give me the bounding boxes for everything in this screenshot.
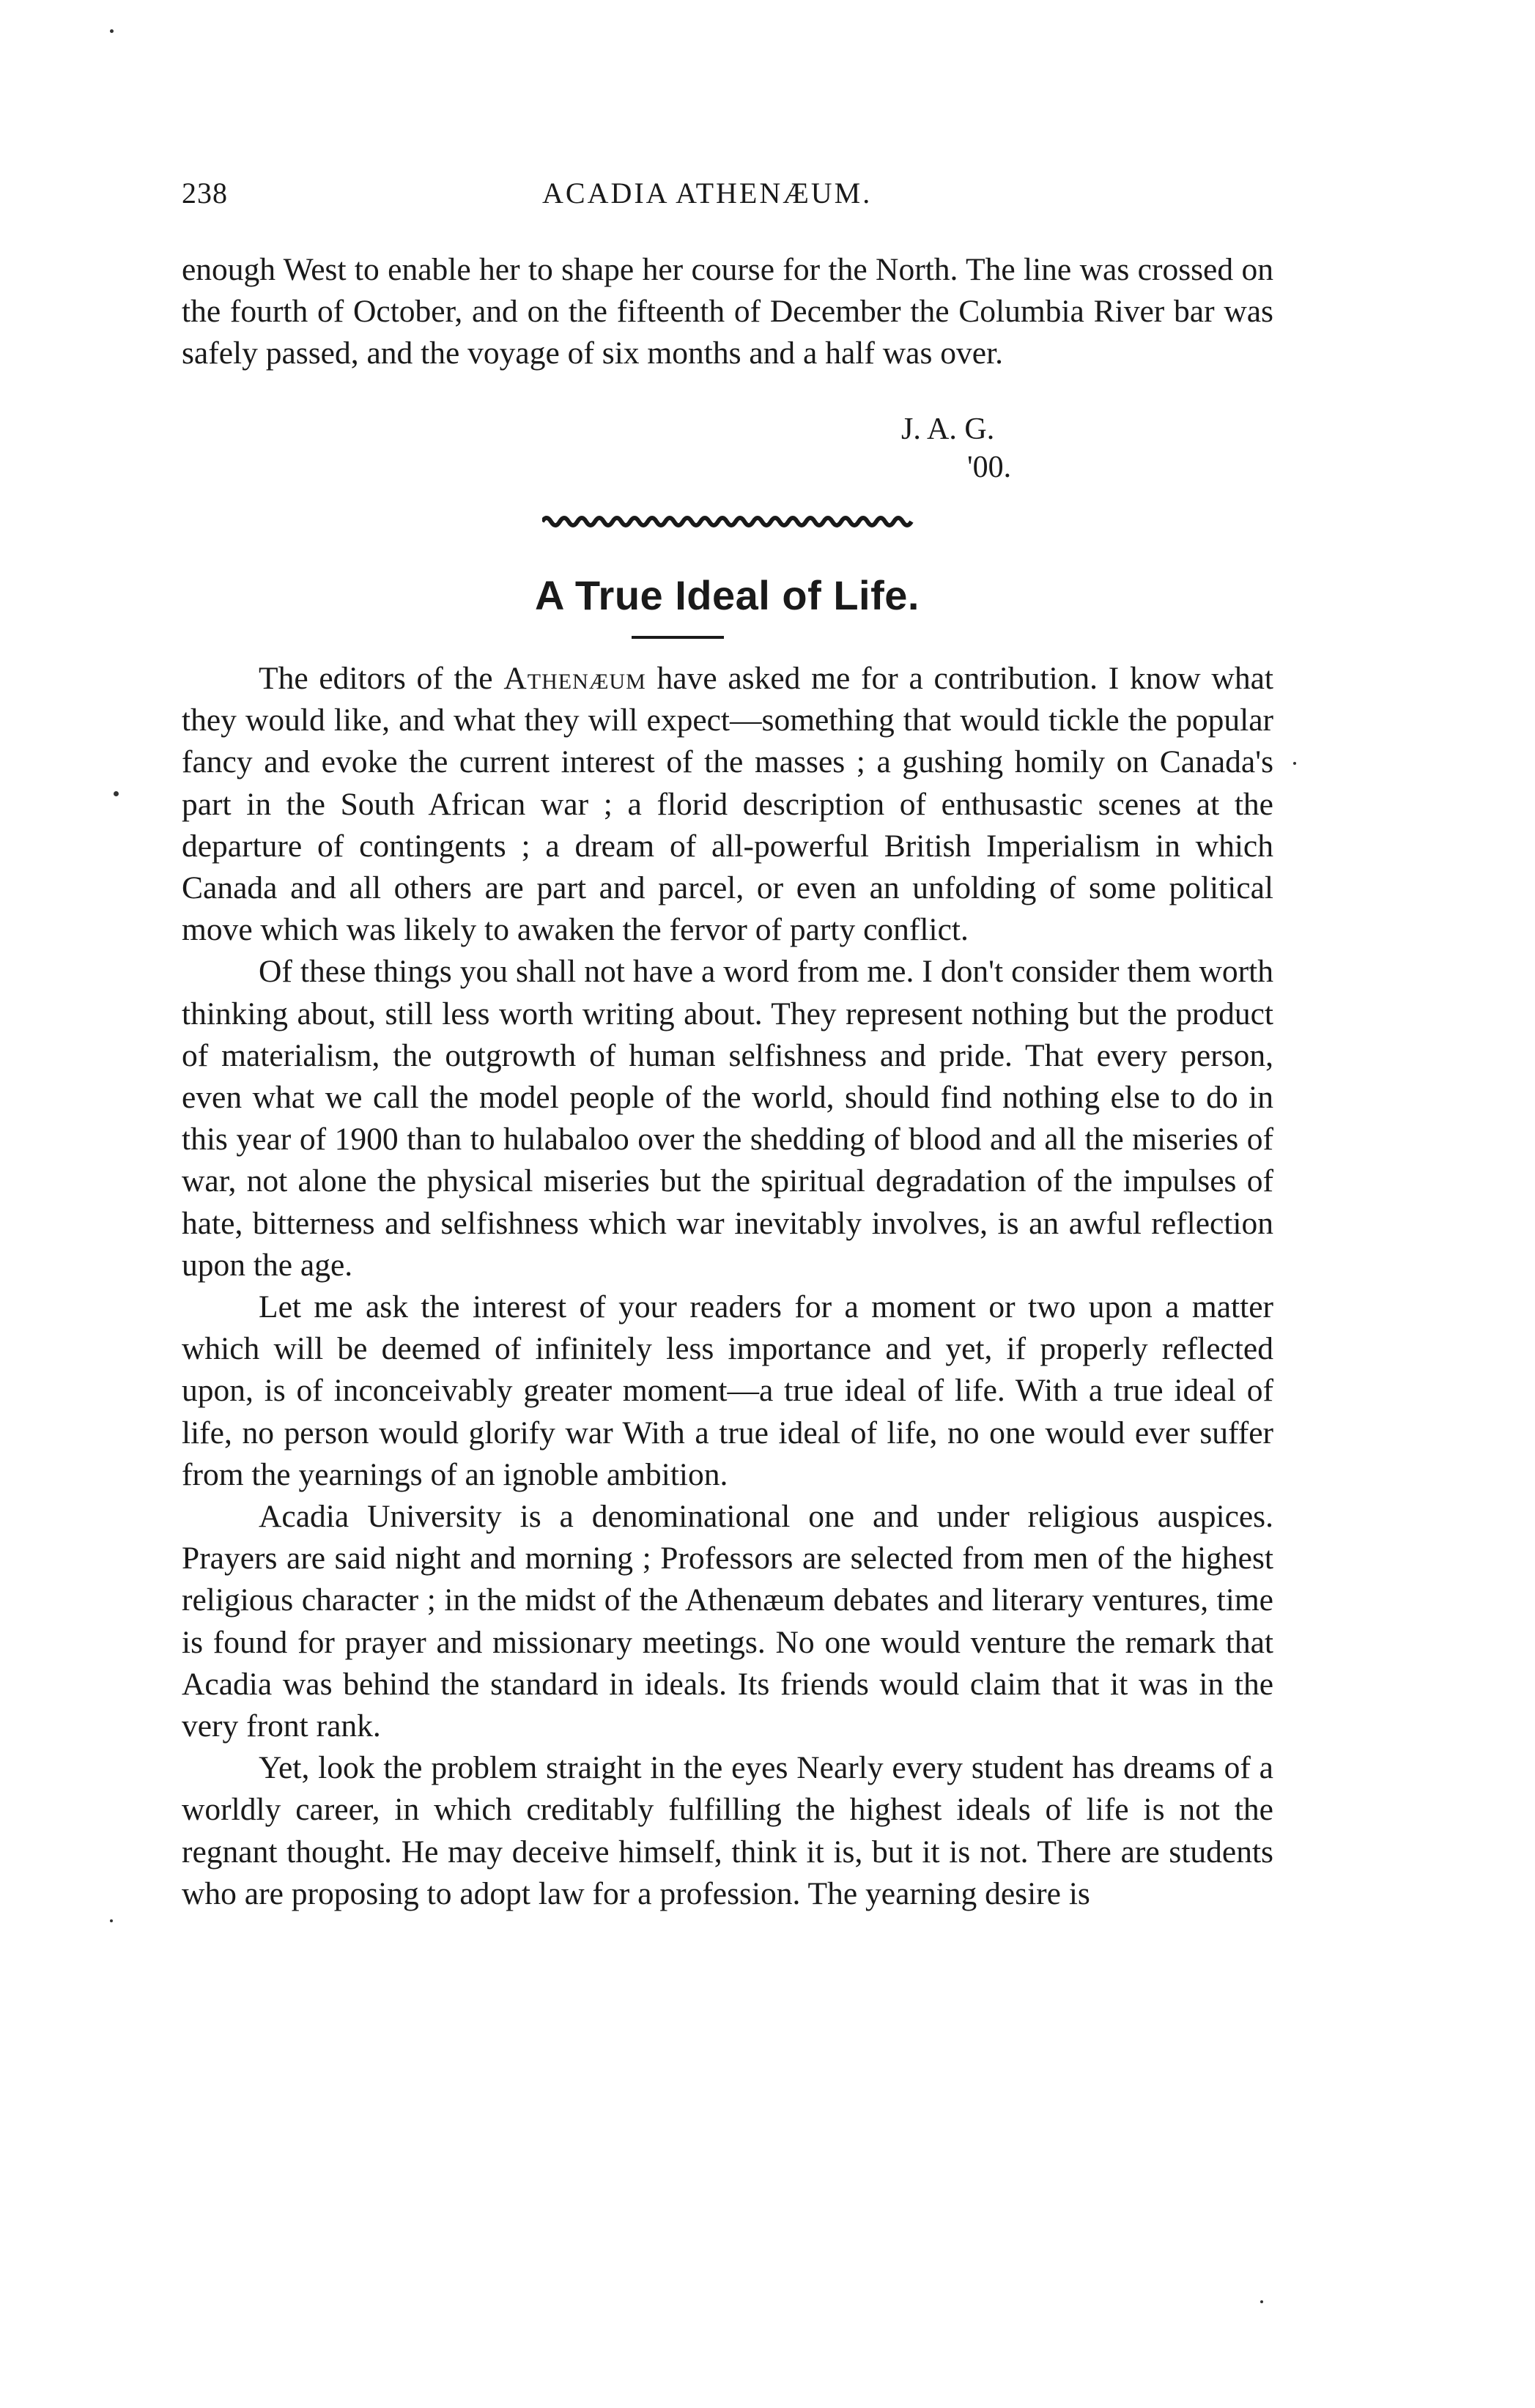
author-signature — [901, 410, 1011, 486]
article-paragraph-3: Let me ask the interest of your readers for a moment or two upon a matter which will be deemed of infinitely less importance and yet, if properly reflected upon, is of inconceivably greater moment—a true ideal of life. With a true ideal of life, no person would glorify war With a true ideal of life, no one would ever suffer from the yearnings of an ignoble ambition. — [182, 1289, 1273, 1492]
previous-article-ending — [182, 249, 1273, 375]
article-paragraph-2: Of these things you shall not have a word from me. I don't consider them worth thinking about, still less worth writing about. They represent nothing but the product of materialism, the outgrowth of human selfishness and pride. That every person, even what we call the model people of the world, should find nothing else to do in this year of 1900 than to hulabaloo over the shedding of blood and all the miseries of war, not alone the physical miseries but the spiritual degradation of the impulses of hate, bitterness and selfishness which war inevitably involves, is an awful reflection upon the age. — [182, 954, 1273, 1283]
journal-name-smallcaps: Athenæum — [503, 661, 646, 696]
scan-speck — [110, 1919, 113, 1922]
scan-speck — [1260, 2300, 1263, 2303]
article-paragraph-1 — [182, 658, 1273, 951]
scan-speck — [1293, 762, 1296, 765]
running-title: ACADIA ATHENÆUM. — [542, 177, 873, 210]
article-paragraph-5: Yet, look the problem straight in the eyes Nearly every student has dreams of a worldly career, in which creditably fulfilling the highest ideals of life is not the regnant thought. He may deceive himself, think it is, but it is not. There are students who are proposing to adopt law for a profession. The yearning desire is — [182, 1750, 1273, 1911]
page-number: 238 — [182, 177, 228, 210]
previous-article-paragraph: enough West to enable her to shape her course for the North. The line was crossed on the fourth of October, and on the fifteenth of December the Columbia River bar was safely passed, and the voyage of six months and a half was over. — [182, 252, 1273, 371]
article-paragraph-4: Acadia University is a denominational one and under religious auspices. Prayers are said night and morning ; Professors are selected from men of the highest religious character ; in the midst of the Athenæum debates and literary ventures, time is found for prayer and missionary meetings. No one would venture the remark that Acadia was behind the standard in ideals. Its friends would claim that it was in the very front rank. — [182, 1499, 1273, 1744]
section-divider-ornament — [542, 511, 916, 527]
scan-speck — [114, 791, 119, 796]
article-body — [182, 658, 1273, 1915]
signature-initials: J. A. G. — [901, 412, 995, 446]
scan-speck — [110, 29, 114, 33]
paragraph-rest: have asked me for a contribution. I know what they would like, and what they will expect—something that would tickle the popular fancy and evoke the current interest of the masses ; a gushing homily on Canada's part in the South African war ; a florid description of enthusastic scenes at the departure of contingents ; a dream of all-powerful British Imperialism in which Canada and all others are part and parcel, or even an unfolding of some political move which was likely to awaken the fervor of party conflict. — [182, 661, 1273, 948]
article-title: A True Ideal of Life. — [535, 572, 920, 618]
paragraph-lead: The editors of the — [259, 661, 504, 696]
title-rule — [632, 636, 724, 639]
signature-year: '00. — [967, 451, 1012, 484]
